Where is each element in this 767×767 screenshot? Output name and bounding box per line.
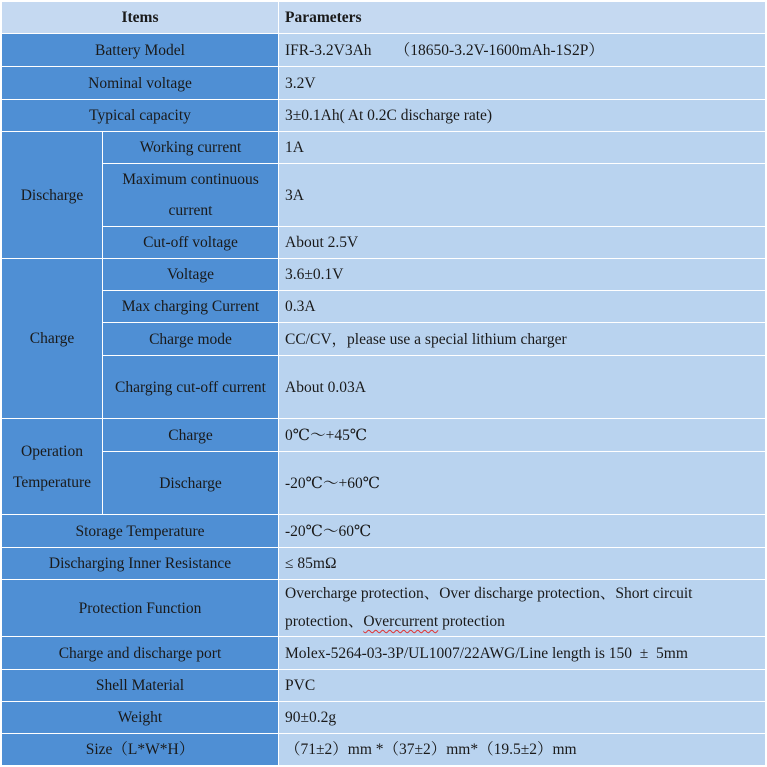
parameters-header: Parameters [279,2,766,34]
inner-resistance-value: ≤ 85mΩ [279,548,766,580]
protection-function-label: Protection Function [2,580,279,637]
protection-text-overcurrent: Overcurrent [363,613,439,630]
row-weight [2,702,766,734]
nominal-voltage-value: 3.2V [279,67,766,100]
row-operation-charge [2,419,766,452]
discharge-group-label: Discharge [2,132,103,259]
charging-cutoff-current-value: About 0.03A [279,356,766,419]
row-nominal-voltage [2,67,766,100]
row-storage-temperature [2,515,766,548]
max-charging-current-label: Max charging Current [103,291,279,323]
protection-function-value [279,580,766,637]
protection-text-part3: protection [438,613,505,630]
storage-temperature-value: -20℃～60℃ [279,515,766,548]
row-inner-resistance [2,548,766,580]
storage-temperature-label: Storage Temperature [2,515,279,548]
row-shell-material [2,670,766,702]
row-operation-discharge [2,452,766,515]
row-charge-voltage [2,259,766,291]
row-max-charging-current [2,291,766,323]
weight-label: Weight [2,702,279,734]
operation-temperature-group-label [2,419,103,515]
cutoff-voltage-label: Cut-off voltage [103,227,279,259]
battery-model-value: IFR-3.2V3Ah （18650-3.2V-1600mAh-1S2P） [279,34,766,67]
charge-voltage-value: 3.6±0.1V [279,259,766,291]
row-max-continuous-current [2,164,766,227]
row-charge-mode [2,323,766,356]
charge-mode-label: Charge mode [103,323,279,356]
items-header: Items [2,2,279,34]
charge-group-label: Charge [2,259,103,419]
charging-cutoff-current-label: Charging cut-off current [103,356,279,419]
row-size [2,734,766,766]
size-label: Size（L*W*H） [2,734,279,766]
row-battery-model [2,34,766,67]
row-protection-function [2,580,766,637]
row-working-current [2,132,766,164]
port-label: Charge and discharge port [2,637,279,670]
cutoff-voltage-value: About 2.5V [279,227,766,259]
shell-material-value: PVC [279,670,766,702]
row-port [2,637,766,670]
max-charging-current-value: 0.3A [279,291,766,323]
size-value: （71±2）mm *（37±2）mm*（19.5±2）mm [279,734,766,766]
battery-spec-table [1,1,766,766]
operation-discharge-value: -20℃～+60℃ [279,452,766,515]
port-value: Molex-5264-03-3P/UL1007/22AWG/Line length is 150 ± 5mm [279,637,766,670]
operation-charge-label: Charge [103,419,279,452]
typical-capacity-label: Typical capacity [2,100,279,132]
row-charging-cutoff-current [2,356,766,419]
battery-model-label: Battery Model [2,34,279,67]
working-current-value: 1A [279,132,766,164]
operation-discharge-label: Discharge [103,452,279,515]
working-current-label: Working current [103,132,279,164]
operation-temperature-text: Operation Temperature [12,442,92,491]
typical-capacity-value: 3±0.1Ah( At 0.2C discharge rate) [279,100,766,132]
inner-resistance-label: Discharging Inner Resistance [2,548,279,580]
nominal-voltage-label: Nominal voltage [2,67,279,100]
weight-value: 90±0.2g [279,702,766,734]
operation-charge-value: 0℃～+45℃ [279,419,766,452]
charge-voltage-label: Voltage [103,259,279,291]
row-typical-capacity [2,100,766,132]
header-row [2,2,766,34]
charge-mode-value: CC/CV，please use a special lithium charger [279,323,766,356]
row-cutoff-voltage [2,227,766,259]
protection-text-part1: Overcharge protection、Over discharge protection、Short circuit protection、 [285,585,693,630]
max-continuous-current-label: Maximum continuous current [103,164,279,227]
max-continuous-current-value: 3A [279,164,766,227]
shell-material-label: Shell Material [2,670,279,702]
